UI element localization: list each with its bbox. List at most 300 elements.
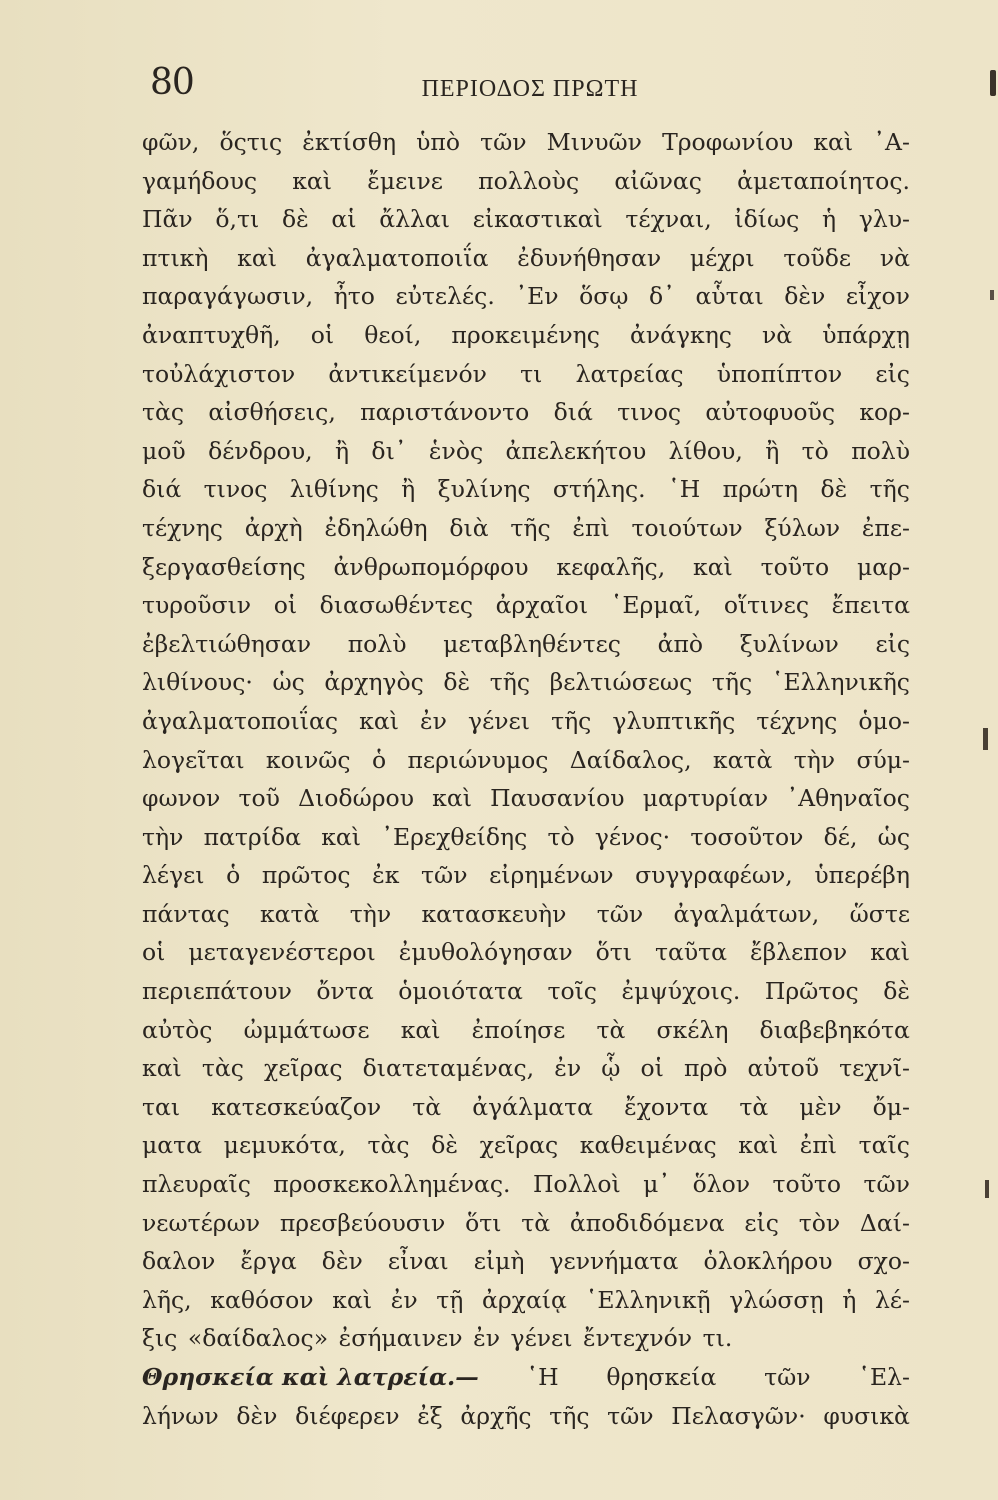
word: δὲν [784, 282, 826, 311]
word: ἀρχαίᾳ [482, 1285, 567, 1314]
word: ἀπὸ [657, 629, 704, 658]
word: ἡ [822, 205, 837, 234]
word: δὲν [236, 1401, 278, 1430]
word: καὶ [400, 1015, 441, 1044]
text-line [142, 244, 910, 283]
word: ἀγαλμάτων, [673, 899, 820, 928]
word: τῆς [711, 668, 753, 697]
word: τινος [203, 475, 268, 504]
word: πρεσβεύουσιν [279, 1208, 446, 1237]
text-line [142, 591, 910, 630]
text-line [142, 900, 910, 939]
text-line [142, 1324, 910, 1363]
word: καὶ [693, 552, 733, 581]
word: τοῦδε [783, 243, 852, 272]
word: στήλης. [552, 475, 646, 504]
word: κατὰ [712, 745, 773, 774]
word: διὰ [449, 513, 489, 542]
text-line [142, 1247, 910, 1286]
word: τὰ [739, 1092, 769, 1121]
text-line [142, 167, 910, 206]
word: γένει [468, 706, 530, 735]
word: ἐμψύχοις. [621, 977, 741, 1006]
word: οἵτινες [723, 591, 810, 620]
word: ὅςτις [219, 128, 283, 156]
word: ἔμεινε [367, 166, 443, 195]
word: ὅ,τι [215, 205, 260, 234]
word: γεννήματα [549, 1247, 679, 1276]
page-number: 80 [150, 62, 194, 103]
word: ῾Ελληνικῇ [585, 1285, 711, 1314]
word: ἀπελεκήτου [505, 436, 647, 465]
word: οἱ [310, 320, 335, 349]
word: ἑνὸς [428, 436, 484, 465]
word: τῶν [480, 128, 527, 156]
word: μέχρι [689, 243, 755, 272]
word: τῶν [863, 1170, 910, 1199]
word: ἀναπτυχθῆ, [142, 320, 281, 349]
word: ἔργα [240, 1247, 297, 1276]
text-line [142, 1286, 910, 1325]
word: τῆς [869, 475, 910, 504]
word: τέχνης [142, 513, 223, 542]
word: τοιούτων [631, 513, 743, 542]
word: αἰσθήσεις, [208, 398, 336, 427]
word: ῾Ερμαῖ, [610, 591, 702, 620]
page-edge-mark [990, 70, 996, 96]
word: κορ- [859, 398, 910, 427]
word: ὄμ- [872, 1092, 910, 1121]
word: δι᾿ [371, 436, 407, 465]
word: ᾿Εν [515, 282, 559, 311]
word: πλευραῖς [142, 1170, 251, 1199]
word: ὅτι [595, 938, 632, 967]
word: ὑποπίπτον [716, 359, 843, 388]
page-edge-mark [983, 728, 988, 750]
word: ῾Η [668, 475, 701, 504]
word: τὰς [142, 398, 185, 427]
word: καὶ [870, 938, 910, 967]
word: δὲ [443, 668, 471, 697]
word: πρὸ [683, 1054, 728, 1083]
text-line [142, 1170, 910, 1209]
word: Δαίδαλος, [569, 745, 692, 774]
word: καὶ [142, 1054, 182, 1083]
word: τοσοῦτον [690, 822, 804, 851]
word: ὁμοιότατα [398, 977, 523, 1006]
word: θεοί, [364, 320, 422, 349]
word: αὐτοῦ [747, 1054, 820, 1083]
word: ὡς [272, 668, 305, 697]
text-line [142, 128, 910, 167]
word: τοὐλάχιστον [142, 359, 296, 388]
section-heading: Θρησκεία καὶ λατρεία.— [142, 1363, 479, 1391]
text-line [142, 475, 910, 514]
word: ἐσήμαινεν [338, 1324, 463, 1353]
word: ξυλίνης [437, 475, 531, 504]
word: ὅλον [692, 1170, 751, 1199]
text-line [142, 1016, 910, 1055]
word: πρῶτος [261, 861, 351, 890]
word: αὐτοφυοῦς [705, 398, 835, 427]
text-line [142, 861, 910, 900]
word: βελτιώσεως [549, 668, 693, 697]
word: ἐξ [417, 1401, 443, 1430]
word: καθόσον [210, 1285, 314, 1314]
word: οἱ [640, 1054, 664, 1083]
word: διά [553, 398, 593, 427]
word: δαλον [142, 1247, 216, 1276]
word: σχο- [857, 1247, 910, 1276]
word: τῶν [421, 861, 468, 890]
word: νὰ [879, 243, 910, 272]
word: τὸ [801, 436, 829, 465]
word: μεμυκότα, [223, 1131, 346, 1160]
word: δὲ [281, 205, 309, 234]
word: ἐδυνήθησαν [517, 243, 662, 272]
word: τὰς [201, 1054, 244, 1083]
word: τὰ [596, 1015, 626, 1044]
word: δέ, [823, 822, 858, 851]
word: μεταγενέστεροι [188, 938, 376, 967]
word: οἱ [142, 938, 166, 967]
word: ἐμυθολόγησαν [398, 938, 573, 967]
word: ἀρχῆς [460, 1401, 532, 1430]
text-line [142, 1209, 910, 1248]
word: γένει [510, 1324, 573, 1353]
word: εἰς [744, 1208, 779, 1237]
word: πολὺ [347, 629, 407, 658]
word: αἰῶνας [614, 166, 702, 195]
word: χεῖρας [264, 1054, 343, 1083]
word: ἐπὶ [799, 1131, 838, 1160]
word: ἐβελτιώθησαν [142, 629, 312, 658]
body-text [142, 128, 910, 1440]
word: πτικὴ [142, 243, 209, 272]
word: καὶ [359, 706, 399, 735]
word: πολὺ [851, 436, 910, 465]
word: χεῖρας [479, 1131, 559, 1160]
word: τὰ [412, 1092, 442, 1121]
text-line [142, 553, 910, 592]
word: δὲ [883, 977, 910, 1006]
text-line [142, 321, 910, 360]
section-heading-line [142, 1363, 910, 1402]
word: δ᾿ [649, 282, 675, 311]
word: ὅτι [465, 1208, 502, 1237]
word: Τροφωνίου [662, 128, 794, 156]
text-line [142, 437, 910, 476]
word: κατὰ [259, 899, 320, 928]
word: τῆς [551, 706, 592, 735]
word: θρησκεία [606, 1363, 717, 1391]
word: εἶχον [845, 282, 910, 311]
word: σύμ- [856, 745, 910, 774]
word: ᾧ [601, 1054, 621, 1083]
word: μ᾿ [643, 1170, 671, 1199]
word: τι [520, 359, 543, 388]
word: τυροῦσιν [142, 591, 252, 620]
word: γλυ- [858, 205, 910, 234]
word: τὴν [793, 745, 836, 774]
word: πάντας [142, 899, 230, 928]
word: ἀνθρωπομόρφου [333, 552, 529, 581]
text-line [142, 707, 910, 746]
word: εἰρημένων [489, 861, 614, 890]
word: ἀποδιδόμενα [569, 1208, 725, 1237]
word: λιθίνης [289, 475, 379, 504]
word: ἀρχὴ [244, 513, 303, 542]
word: διαβεβηκότα [759, 1015, 910, 1044]
word: Μινυῶν [546, 128, 642, 156]
text-line [142, 1402, 910, 1441]
word: κεφαλῆς, [556, 552, 666, 581]
word: φῶν, [142, 128, 200, 156]
word: καὶ [292, 166, 332, 195]
word: αὐτὸς [142, 1015, 213, 1044]
word: τοῦτο [760, 552, 830, 581]
word: δὲ [820, 475, 848, 504]
text-line [142, 938, 910, 977]
page-edge-mark [985, 1180, 989, 1198]
word: ἐδηλώθη [324, 513, 428, 542]
word: λέ- [874, 1285, 910, 1314]
page-edge-mark [990, 290, 994, 300]
word: ὅσῳ [579, 282, 629, 311]
word: ἀγαλματοποιΐας [142, 706, 339, 735]
word: ταῦτα [655, 938, 728, 967]
word: «δαίδαλος» [187, 1324, 329, 1353]
word: δὲν [321, 1247, 363, 1276]
word: εἰς [875, 359, 910, 388]
word: καὶ [321, 822, 361, 851]
word: μεταβληθέντες [443, 629, 621, 658]
word: Πρῶτος [764, 977, 859, 1006]
word: ἀγάλματα [472, 1092, 593, 1121]
word: λέγει [142, 861, 205, 890]
word: λιθίνους· [142, 668, 253, 697]
page-header [150, 62, 910, 112]
word: ται [142, 1092, 181, 1121]
word: λατρείας [575, 359, 684, 388]
word: τῶν [607, 1401, 654, 1430]
word: ἔντεχνόν [583, 1324, 693, 1353]
word: ἐπὶ [572, 513, 610, 542]
word: πρώτη [722, 475, 799, 504]
word: μὲν [799, 1092, 842, 1121]
word: ξύλων [764, 513, 841, 542]
text-line [142, 1054, 910, 1093]
word: ἦτο [333, 282, 375, 311]
word: ἢ [765, 436, 780, 465]
word: καὶ [332, 1285, 373, 1314]
word: μαρτυρίαν [642, 784, 769, 813]
word: ξις [142, 1324, 178, 1353]
word: τῆς [489, 668, 531, 697]
word: ᾿Α- [873, 128, 910, 156]
word: τοῦτο [772, 1170, 842, 1199]
word: διά [142, 475, 182, 504]
word: τοῖς [547, 977, 597, 1006]
word: γλυπτικῆς [612, 706, 736, 735]
word: εἰς [875, 629, 910, 658]
word: νεωτέρων [142, 1208, 261, 1237]
word: σκέλη [656, 1015, 729, 1044]
word: τὴν [142, 822, 184, 851]
word: ξυλίνων [739, 629, 839, 658]
word: τῇ [436, 1285, 464, 1314]
word: ὑπὸ [416, 128, 461, 156]
word: λήνων [142, 1401, 219, 1430]
word: ἐν [554, 1054, 582, 1083]
word: ἐκτίσθη [302, 128, 397, 156]
word: λίθου, [668, 436, 743, 465]
word: ὥστε [849, 899, 910, 928]
word: καὶ [432, 784, 472, 813]
word: γαμήδους [142, 166, 258, 195]
word: μοῦ [142, 436, 186, 465]
word: Δαί- [859, 1208, 910, 1237]
word: φυσικὰ [823, 1401, 910, 1430]
word: ἐπε- [861, 513, 910, 542]
word: Παυσανίου [490, 784, 625, 813]
word: δὲ [431, 1131, 458, 1160]
word: οἱ [273, 591, 298, 620]
word: ματα [142, 1131, 203, 1160]
text-line [142, 823, 910, 862]
word: Πᾶν [142, 205, 193, 234]
word: ἰδίως [734, 205, 800, 234]
word: νὰ [762, 320, 793, 349]
word: ὁμο- [858, 706, 910, 735]
word: ἔπειτα [831, 591, 910, 620]
word: εἰμὴ [473, 1247, 525, 1276]
word: ἡ [842, 1285, 857, 1314]
word: τεχνῖ- [839, 1054, 910, 1083]
word: κοινῶς [265, 745, 351, 774]
word: μαρ- [857, 552, 910, 581]
word: τέχνης [756, 706, 838, 735]
word: ὡς [877, 822, 910, 851]
word: πατρίδα [203, 822, 301, 851]
word: τὰς [367, 1131, 410, 1160]
text-line [142, 514, 910, 553]
word: τὰ [521, 1208, 551, 1237]
word: τὸν [798, 1208, 841, 1237]
word: ἐν [390, 1285, 418, 1314]
word: ὑπάρχῃ [822, 320, 910, 349]
word: ῾Η [526, 1363, 559, 1391]
text-line [142, 630, 910, 669]
word: λῆς, [142, 1285, 192, 1314]
word: λογεῖται [142, 745, 245, 774]
word: ἔβλεπον [750, 938, 848, 967]
word: καὶ [237, 243, 277, 272]
word: ἀντικείμενόν [328, 359, 487, 388]
word: διασωθέντες [319, 591, 474, 620]
word: καὶ [813, 128, 854, 156]
word: τῶν [764, 1363, 811, 1391]
word: παραγάγωσιν, [142, 282, 314, 311]
word: προκειμένης [451, 320, 600, 349]
text-line [142, 205, 910, 244]
text-line [142, 1131, 910, 1170]
word: φωνον [142, 784, 221, 813]
word: ξεργασθείσης [142, 552, 306, 581]
word: γλώσσῃ [729, 1285, 824, 1314]
word: ἀνάγκης [629, 320, 732, 349]
word: ἄλλαι [379, 205, 450, 234]
word: ἔχοντα [624, 1092, 709, 1121]
word: πολλοὺς [478, 166, 580, 195]
word: τῆς [549, 1401, 590, 1430]
word: ὁ [226, 861, 241, 890]
word: καὶ [738, 1131, 779, 1160]
word: τὴν [349, 899, 392, 928]
word: Διοδώρου [298, 784, 414, 813]
word: τινος [617, 398, 682, 427]
word: εἰκαστικαὶ [472, 205, 603, 234]
word: τῶν [596, 899, 644, 928]
word: ἀγαλματοποιΐα [305, 243, 489, 272]
word: εἶναι [387, 1247, 449, 1276]
text-line [142, 398, 910, 437]
word: παριστάνοντο [360, 398, 530, 427]
text-line [142, 746, 910, 785]
word: ἀρχαῖοι [495, 591, 589, 620]
word: τὸ [547, 822, 575, 851]
word: δένδρου, [208, 436, 313, 465]
word: περιώνυμος [407, 745, 549, 774]
word: ᾿Αθηναῖος [786, 784, 910, 813]
word: διέφερεν [295, 1401, 400, 1430]
word: καθειμένας [579, 1131, 717, 1160]
word: προσκεκολλημένας. [273, 1170, 511, 1199]
word: ἢ [334, 436, 350, 465]
word: ἐποίησε [471, 1015, 566, 1044]
running-title: ΠΕΡΙΟΔΟΣ ΠΡΩΤΗ [421, 76, 639, 102]
word: τοῦ [238, 784, 280, 813]
word: Πολλοὶ [532, 1170, 621, 1199]
word: ταῖς [858, 1131, 910, 1160]
word: ὄντα [316, 977, 374, 1006]
word: κατασκευὴν [421, 899, 567, 928]
word: Πελασγῶν· [671, 1401, 806, 1430]
word: αὗται [695, 282, 764, 311]
word: τῆς [510, 513, 551, 542]
word: ἀρχηγὸς [324, 668, 424, 697]
word: ὁλοκλήρου [703, 1247, 833, 1276]
word: ἐκ [372, 861, 400, 890]
word: ὠμμάτωσε [243, 1015, 370, 1044]
text-line [142, 977, 910, 1016]
text-line [142, 668, 910, 707]
word: ῾Ελ- [858, 1363, 910, 1391]
word: ῾Ελληνικῆς [771, 668, 910, 697]
word: ᾿Ερεχθείδης [381, 822, 528, 851]
word: ἐν [473, 1324, 500, 1353]
word: ἐν [420, 706, 447, 735]
word: συγγραφέων, [635, 861, 793, 890]
word: γένος· [594, 822, 671, 851]
word: αἱ [331, 205, 357, 234]
word: ἢ [401, 475, 416, 504]
text-line [142, 360, 910, 399]
word: κατεσκεύαζον [211, 1092, 382, 1121]
text-line [142, 1093, 910, 1132]
word: τέχναι, [625, 205, 712, 234]
text-line [142, 282, 910, 321]
